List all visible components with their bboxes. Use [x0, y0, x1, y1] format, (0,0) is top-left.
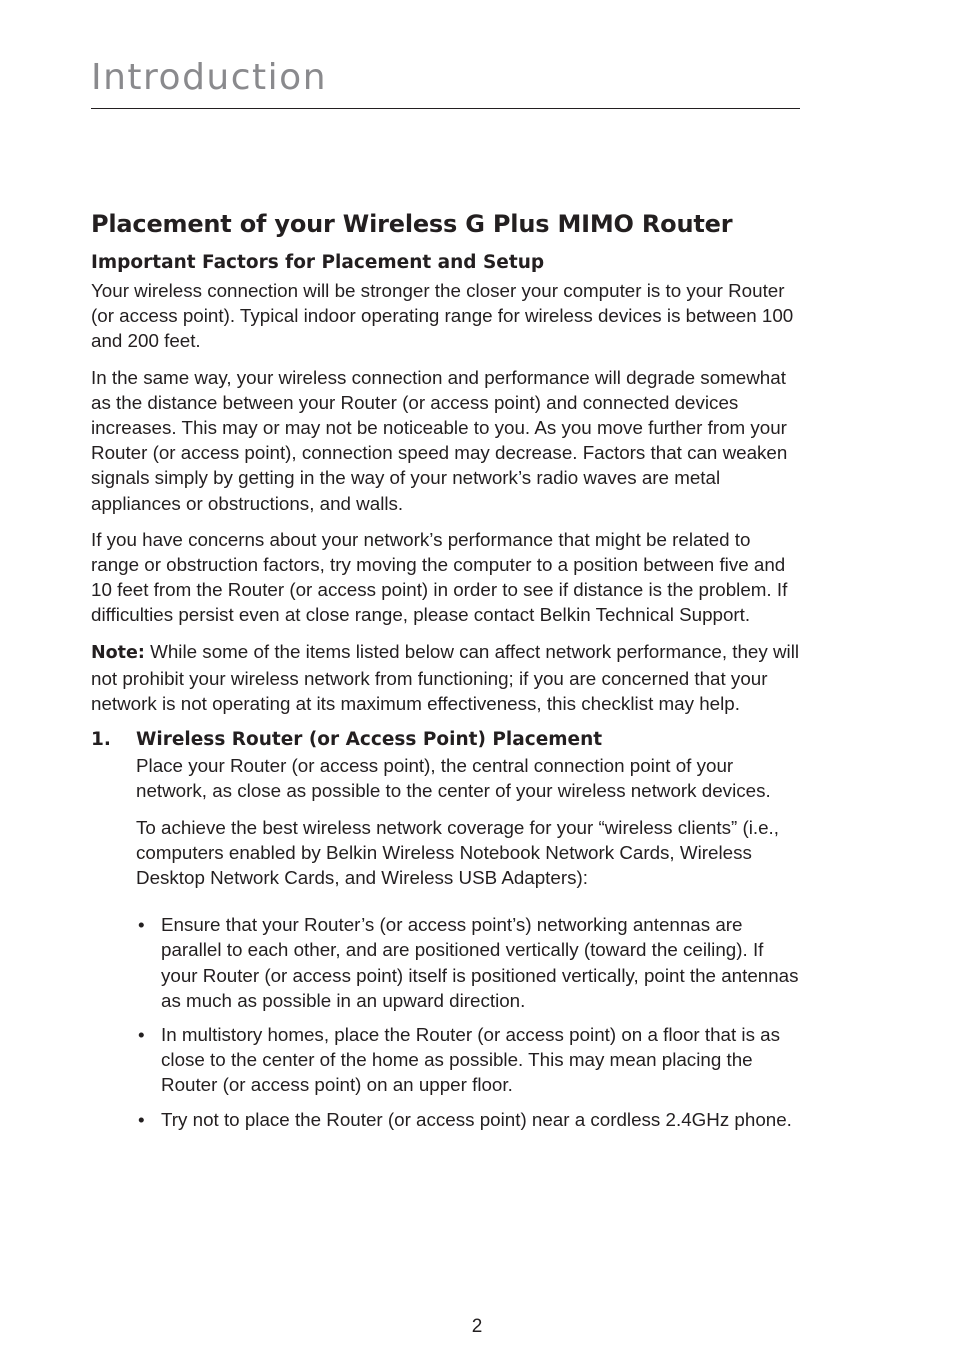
paragraph-concerns: If you have concerns about your network’s performance that might be related to range or obstruction factors, try moving the computer to a position between five and 10 feet from the Router (or access point) in order to see if distance is the problem. If difficulties persist even at close range, please contact Belkin Technical Support. [91, 528, 788, 626]
sub-heading: Important Factors for Placement and Setup [91, 252, 545, 273]
section-title: Introduction [91, 57, 328, 98]
item-number: 1. [91, 729, 111, 751]
item-body [136, 727, 803, 1132]
list-item [136, 912, 803, 1013]
bullet-icon: • [138, 914, 145, 936]
item-paragraph: Place your Router (or access point), the central connection point of your network, as close as possible to the center of your wireless network devices. [136, 755, 771, 802]
paragraph-range: Your wireless connection will be stronger the closer your computer is to your Router (or access point). Typical indoor operating range for wireless devices is between 100 and 200 feet. [91, 280, 794, 352]
title-divider [91, 108, 800, 109]
bullet-icon: • [138, 1024, 145, 1046]
list-item [136, 1022, 803, 1098]
main-heading: Placement of your Wireless G Plus MIMO Router [91, 210, 733, 238]
bullet-text: Ensure that your Router’s (or access point’s) networking antennas are parallel to each other, and are positioned vertically (toward the ceiling). If your Router (or access point) itself is positioned vertically, point the antennas as much as possible in an upward direction. [161, 914, 799, 1011]
numbered-item [91, 727, 803, 1132]
bullet-text: Try not to place the Router (or access point) near a cordless 2.4GHz phone. [161, 1108, 792, 1130]
item-paragraph: To achieve the best wireless network coverage for your “wireless clients” (i.e., computers enabled by Belkin Wireless Notebook Network Cards, Wireless Desktop Network Cards, and Wireless USB Adapters): [136, 816, 779, 889]
list-item [136, 1107, 803, 1132]
bullet-text: In multistory homes, place the Router (or access point) on a floor that is as close to the center of the home as possible. This may mean placing the Router (or access point) on an upper floor. [161, 1024, 781, 1096]
paragraph-degradation: In the same way, your wireless connection and performance will degrade somewhat as the distance between your Router (or access point) and connected devices increases. This may or may not be noticeable to you. As you move further from your Router (or access point), connection speed may decrease. Factors that can weaken signals simply by getting in the way of your network’s radio waves are metal appliances or obstructions, and walls. [91, 366, 788, 514]
page-number: 2 [471, 1316, 483, 1337]
bullet-icon: • [138, 1108, 145, 1130]
note-label: Note: [91, 642, 145, 663]
page-content [91, 206, 803, 1141]
note-text: While some of the items listed below can affect network performance, they will not prohibit your wireless network from functioning; if you are concerned that your network is not operating at its maximum effectiveness, this checklist may help. [91, 640, 800, 715]
note-paragraph [91, 639, 803, 717]
item-heading: Wireless Router (or Access Point) Placement [136, 729, 603, 751]
bullet-list [136, 912, 803, 1132]
